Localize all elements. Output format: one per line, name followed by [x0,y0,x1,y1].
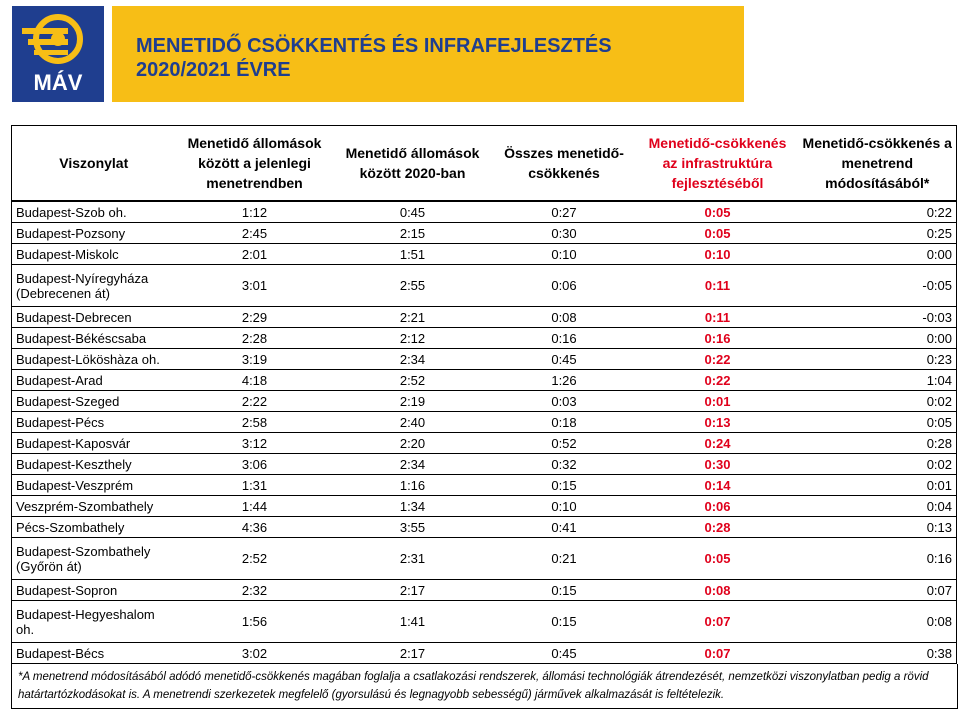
time-2020-cell: 1:16 [334,475,492,496]
infra-reduction-cell: 0:07 [637,601,799,643]
infra-reduction-cell: 0:16 [637,328,799,349]
table-row [12,370,957,391]
route-cell: Veszprém-Szombathely [12,496,176,517]
current-time-cell: 2:28 [176,328,334,349]
table-row [12,391,957,412]
timetable-reduction-cell: 0:23 [799,349,957,370]
route-cell: Budapest-Keszthely [12,454,176,475]
current-time-cell: 1:44 [176,496,334,517]
total-reduction-cell: 1:26 [492,370,637,391]
table-row [12,349,957,370]
timetable-reduction-cell: -0:05 [799,265,957,307]
total-reduction-cell: 0:52 [492,433,637,454]
infra-reduction-cell: 0:11 [637,307,799,328]
route-cell: Budapest-Pécs [12,412,176,433]
infra-reduction-cell: 0:05 [637,201,799,223]
table-row [12,517,957,538]
table-row [12,328,957,349]
route-cell: Budapest-Szob oh. [12,201,176,223]
route-cell: Budapest-Veszprém [12,475,176,496]
infra-reduction-cell: 0:05 [637,538,799,580]
infra-reduction-cell: 0:14 [637,475,799,496]
timetable-reduction-cell: 0:01 [799,475,957,496]
route-cell: Budapest-Szombathely (Győrön át) [12,538,176,580]
infra-reduction-cell: 0:13 [637,412,799,433]
total-reduction-cell: 0:10 [492,496,637,517]
total-reduction-cell: 0:41 [492,517,637,538]
total-reduction-cell: 0:10 [492,244,637,265]
route-cell: Budapest-Bécs [12,643,176,664]
logo-text: MÁV [33,70,83,95]
infra-reduction-cell: 0:24 [637,433,799,454]
current-time-cell: 3:06 [176,454,334,475]
column-header: Viszonylat [12,126,176,202]
header-blank-area [752,6,954,102]
timetable-reduction-cell: 1:04 [799,370,957,391]
current-time-cell: 2:52 [176,538,334,580]
table-row [12,538,957,580]
current-time-cell: 3:12 [176,433,334,454]
column-header: Menetidő állomások között 2020-ban [334,126,492,202]
total-reduction-cell: 0:45 [492,643,637,664]
title-line-1: MENETIDŐ CSÖKKENTÉS ÉS INFRAFEJLESZTÉS [136,35,612,57]
current-time-cell: 2:58 [176,412,334,433]
table-header-row [12,126,957,202]
route-cell: Budapest-Szeged [12,391,176,412]
timetable-reduction-cell: 0:08 [799,601,957,643]
route-cell: Budapest-Pozsony [12,223,176,244]
timetable-reduction-cell: 0:07 [799,580,957,601]
time-2020-cell: 2:40 [334,412,492,433]
table-row [12,601,957,643]
timetable-reduction-cell: 0:00 [799,244,957,265]
table-row [12,433,957,454]
route-cell: Budapest-Arad [12,370,176,391]
route-cell: Budapest-Kaposvár [12,433,176,454]
current-time-cell: 3:19 [176,349,334,370]
current-time-cell: 4:36 [176,517,334,538]
total-reduction-cell: 0:18 [492,412,637,433]
infra-reduction-cell: 0:10 [637,244,799,265]
table-row [12,412,957,433]
time-2020-cell: 2:20 [334,433,492,454]
column-header: Menetidő állomások között a jelenlegi menetrendben [176,126,334,202]
current-time-cell: 1:12 [176,201,334,223]
time-2020-cell: 1:51 [334,244,492,265]
total-reduction-cell: 0:15 [492,475,637,496]
infra-reduction-cell: 0:05 [637,223,799,244]
timetable-reduction-cell: 0:00 [799,328,957,349]
travel-time-table [11,125,957,664]
column-header: Menetidő-csökkenés a menetrend módosításából* [799,126,957,202]
time-2020-cell: 1:41 [334,601,492,643]
timetable-reduction-cell: 0:04 [799,496,957,517]
current-time-cell: 2:22 [176,391,334,412]
time-2020-cell: 2:34 [334,349,492,370]
title-banner [112,6,744,102]
timetable-reduction-cell: 0:16 [799,538,957,580]
table-row [12,223,957,244]
timetable-reduction-cell: 0:22 [799,201,957,223]
timetable-reduction-cell: 0:13 [799,517,957,538]
current-time-cell: 1:56 [176,601,334,643]
current-time-cell: 2:32 [176,580,334,601]
route-cell: Budapest-Sopron [12,580,176,601]
current-time-cell: 2:29 [176,307,334,328]
total-reduction-cell: 0:06 [492,265,637,307]
column-header: Összes menetidő-csökkenés [492,126,637,202]
time-2020-cell: 2:12 [334,328,492,349]
current-time-cell: 1:31 [176,475,334,496]
timetable-reduction-cell: 0:05 [799,412,957,433]
time-2020-cell: 2:34 [334,454,492,475]
timetable-reduction-cell: 0:25 [799,223,957,244]
timetable-reduction-cell: 0:02 [799,391,957,412]
route-cell: Budapest-Hegyeshalom oh. [12,601,176,643]
time-2020-cell: 2:21 [334,307,492,328]
footnote: *A menetrend módosításából adódó menetidő-csökkenés magában foglalja a csatlakozási rendszerek, állomási technológiák átrendezését, nemzetközi viszonylatban pedig a rövid határtartózkodásokat is. A menetrendi szerkezetek megfelelő (gyorsulású és legnagyobb sebességű) járművek alkalmazását is feltételezik. [11,664,958,709]
route-cell: Budapest-Békéscsaba [12,328,176,349]
time-2020-cell: 2:17 [334,580,492,601]
route-cell: Budapest-Debrecen [12,307,176,328]
column-header: Menetidő-csökkenés az infrastruktúra fejlesztéséből [637,126,799,202]
total-reduction-cell: 0:45 [492,349,637,370]
table-row [12,580,957,601]
infra-reduction-cell: 0:08 [637,580,799,601]
table-row [12,307,957,328]
current-time-cell: 2:01 [176,244,334,265]
total-reduction-cell: 0:27 [492,201,637,223]
table-row [12,201,957,223]
total-reduction-cell: 0:30 [492,223,637,244]
infra-reduction-cell: 0:22 [637,349,799,370]
time-2020-cell: 2:15 [334,223,492,244]
page-title [136,34,612,82]
infra-reduction-cell: 0:11 [637,265,799,307]
time-2020-cell: 2:52 [334,370,492,391]
table-row [12,265,957,307]
time-2020-cell: 2:31 [334,538,492,580]
mav-logo-icon [12,6,104,102]
table-row [12,244,957,265]
timetable-reduction-cell: -0:03 [799,307,957,328]
time-2020-cell: 1:34 [334,496,492,517]
time-2020-cell: 0:45 [334,201,492,223]
route-cell: Budapest-Miskolc [12,244,176,265]
current-time-cell: 4:18 [176,370,334,391]
table-row [12,643,957,664]
infra-reduction-cell: 0:28 [637,517,799,538]
mav-logo [12,6,104,102]
timetable-reduction-cell: 0:28 [799,433,957,454]
infra-reduction-cell: 0:06 [637,496,799,517]
time-2020-cell: 3:55 [334,517,492,538]
total-reduction-cell: 0:15 [492,601,637,643]
infra-reduction-cell: 0:30 [637,454,799,475]
total-reduction-cell: 0:32 [492,454,637,475]
timetable-reduction-cell: 0:02 [799,454,957,475]
infra-reduction-cell: 0:07 [637,643,799,664]
time-2020-cell: 2:19 [334,391,492,412]
total-reduction-cell: 0:21 [492,538,637,580]
total-reduction-cell: 0:08 [492,307,637,328]
total-reduction-cell: 0:03 [492,391,637,412]
title-line-2: 2020/2021 ÉVRE [136,59,291,81]
current-time-cell: 3:01 [176,265,334,307]
table-row [12,454,957,475]
current-time-cell: 3:02 [176,643,334,664]
infra-reduction-cell: 0:22 [637,370,799,391]
route-cell: Budapest-Nyíregyháza (Debrecenen át) [12,265,176,307]
time-2020-cell: 2:17 [334,643,492,664]
timetable-reduction-cell: 0:38 [799,643,957,664]
table-row [12,475,957,496]
route-cell: Budapest-Lököshàza oh. [12,349,176,370]
total-reduction-cell: 0:15 [492,580,637,601]
time-2020-cell: 2:55 [334,265,492,307]
total-reduction-cell: 0:16 [492,328,637,349]
current-time-cell: 2:45 [176,223,334,244]
table-row [12,496,957,517]
route-cell: Pécs-Szombathely [12,517,176,538]
infra-reduction-cell: 0:01 [637,391,799,412]
